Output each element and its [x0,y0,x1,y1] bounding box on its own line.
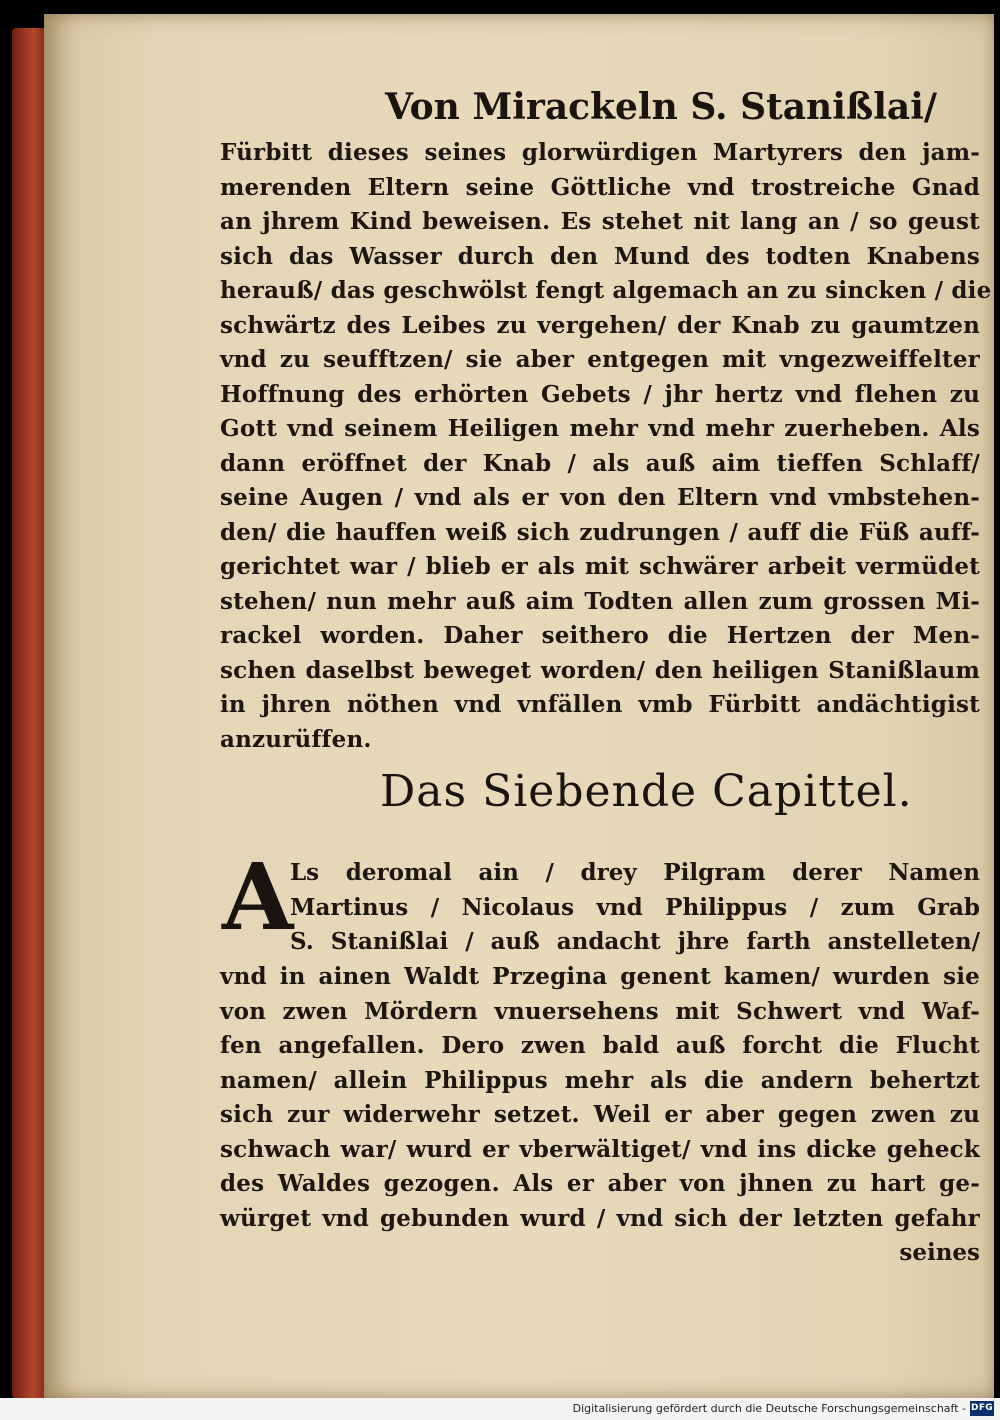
text-line: S. Stanißlai / auß andacht jhre farth anstelleten/ [290,928,980,955]
text-line: sich das Wasser durch den Mund des todten Knabens [220,242,980,270]
text-line: in jhren nöthen vnd vnfällen vmb Fürbitt andächtigist [220,691,980,718]
text-line: stehen/ nun mehr auß aim Todten allen zum grossen Mi- [220,587,980,615]
text-line: von zwen Mördern vnuersehens mit Schwert vnd Waf- [220,997,980,1025]
text-line: sich zur widerwehr setzet. Weil er aber gegen zwen zu [220,1101,980,1128]
text-line: seine Augen / vnd als er von den Eltern vnd vmbstehen- [220,484,980,511]
text-line: gerichtet war / blieb er als mit schwärer arbeit vermüdet [220,553,980,580]
text-line: Gott vnd seinem Heiligen mehr vnd mehr zuerheben. Als [220,415,980,442]
funding-credit: Digitalisierung gefördert durch die Deutsche Forschungsgemeinschaft - [572,1402,966,1415]
text-line: schwärtz des Leibes zu vergehen/ der Knab zu gaumtzen [220,311,980,339]
text-line: dann eröffnet der Knab / als auß aim tieffen Schlaff/ [220,449,980,477]
text-line: Hoffnung des erhörten Gebets / jhr hertz vnd flehen zu [220,380,980,408]
running-head: Von Mirackeln S. Stanißlai/ [385,86,938,128]
text-line: Fürbitt dieses seines glorwürdigen Martyrers den jam- [220,139,980,166]
text-line: an jhrem Kind beweisen. Es stehet nit lang an / so geust [220,208,980,235]
text-line: des Waldes gezogen. Als er aber von jhnen zu hart ge- [220,1170,980,1197]
text-line: den/ die hauffen weiß sich zudrungen / auff die Füß auff- [220,518,980,546]
text-line: anzurüffen. [220,725,372,753]
paragraph-2-indented [290,856,980,960]
drop-cap-initial: A [222,843,294,951]
book-cover-edge [12,28,48,1398]
paragraph-1 [220,136,992,757]
text-line: Martinus / Nicolaus vnd Philippus / zum Grab [290,893,980,921]
chapter-heading: Das Siebende Capittel. [380,766,913,817]
paragraph-2 [220,960,980,1236]
text-line: würget vnd gebunden wurd / vnd sich der letzten gefahr [220,1204,980,1232]
text-line: Ls deromal ain / drey Pilgram derer Namen [290,859,980,886]
text-line: schen daselbst beweget worden/ den heiligen Stanißlaum [220,656,980,684]
text-line: fen angefallen. Dero zwen bald auß forcht die Flucht [220,1032,980,1059]
text-line: rackel worden. Daher seithero die Hertzen der Men- [220,622,980,649]
text-line: vnd in ainen Waldt Przegina genent kamen/ wurden sie [220,963,980,990]
text-line: herauß/ das geschwölst fengt algemach an zu sincken / die [220,277,992,304]
text-line: schwach war/ wurd er vberwältiget/ vnd ins dicke geheck [220,1135,980,1163]
text-line: namen/ allein Philippus mehr als die andern behertzt [220,1066,980,1094]
text-line: vnd zu seufftzen/ sie aber entgegen mit vngezweiffelter [220,346,980,373]
text-line: merenden Eltern seine Göttliche vnd trostreiche Gnad [220,173,980,201]
dfg-logo-icon: DFG [970,1401,994,1416]
catchword: seines [899,1239,980,1266]
footer-bar [0,1398,1000,1420]
